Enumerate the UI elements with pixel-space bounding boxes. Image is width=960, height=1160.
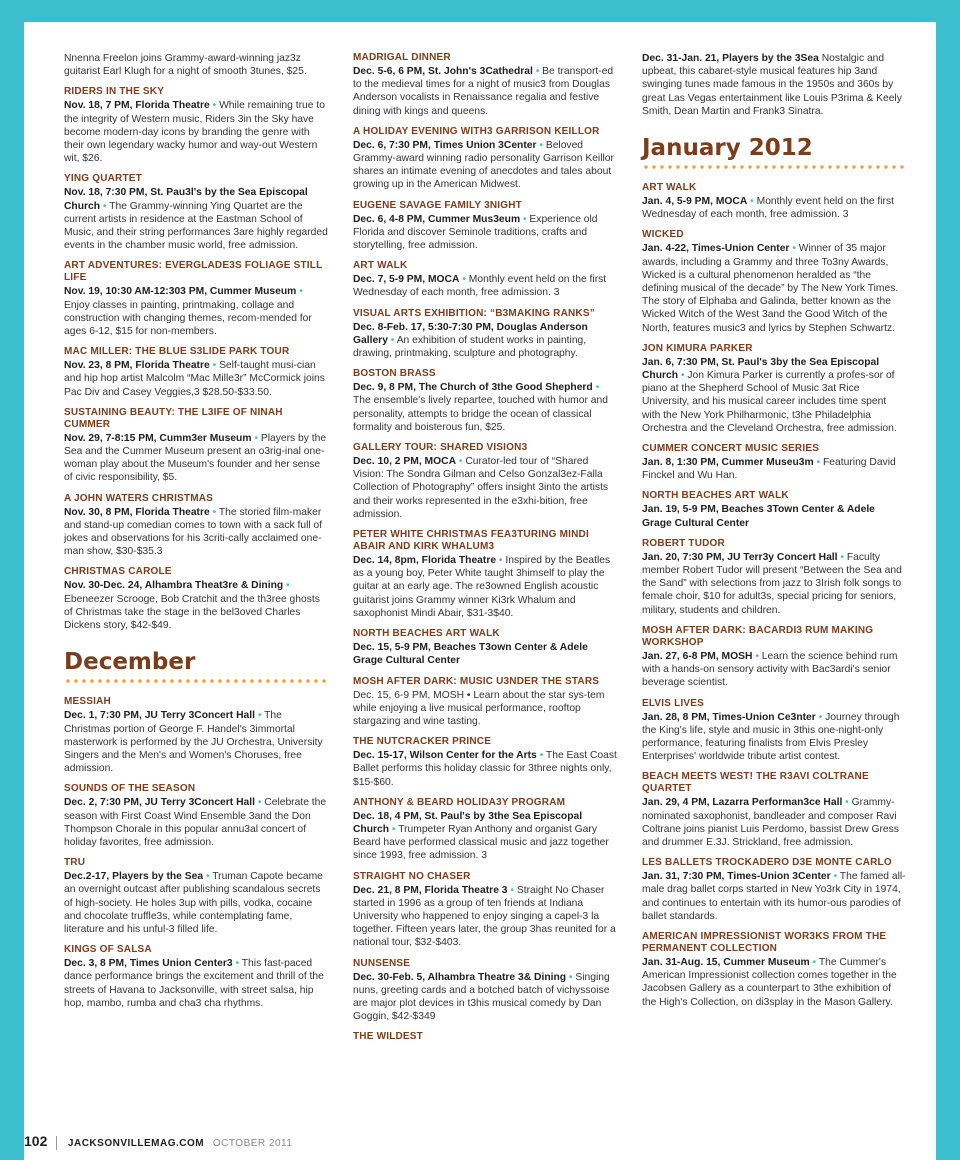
footer-divider (56, 1136, 57, 1150)
event-title: YING QUARTET (64, 173, 142, 185)
event-description: Players by the Sea and the Cummer Museum present an o3rig-inal one-woman play about the Museum's founder and her sense of civic responsibility, $5. (64, 432, 327, 484)
event-description: Monthly event held on the first Wednesday of each month, free admission. 3 (642, 196, 894, 221)
event-description: Nnenna Freelon joins Grammy-award-winning jaz3z guitarist Earl Klugh for a night of smooth 3tunes, $25. (64, 53, 307, 78)
bullet-separator: • (209, 506, 219, 518)
event-listing (642, 229, 906, 334)
event-description: Dec. 15, 6-9 PM, MOSH • Learn about the star sys-tem while enjoying a live musical performance, rooftop stargazing and wine tasting. (353, 689, 605, 727)
event-body (353, 455, 617, 521)
bullet-separator: • (809, 956, 819, 968)
month-header (642, 134, 906, 170)
event-listing (353, 676, 617, 729)
event-title: BEACH MEETS WEST! THE R3AVI COLTRANE QUARTET (642, 771, 869, 795)
event-title: ART WALK (353, 260, 408, 272)
event-body (353, 139, 617, 192)
event-description: Beloved Grammy-award winning radio personality Garrison Keillor shares an intimate evening of anecdotes and tales about growing up in the American Midwest. (353, 139, 614, 191)
event-listing (64, 346, 328, 399)
event-listing (64, 260, 328, 338)
event-listing (353, 52, 617, 118)
event-title: ELVIS LIVES (642, 697, 705, 709)
event-body (353, 749, 617, 789)
event-title: KINGS OF SALSA (64, 944, 152, 956)
event-title: NORTH BEACHES ART WALK (353, 628, 500, 640)
event-title: STRAIGHT NO CHASER (353, 870, 471, 882)
event-title: NUNSENSE (353, 957, 411, 969)
event-body (353, 689, 617, 729)
event-listing (642, 343, 906, 435)
event-body (353, 321, 617, 361)
bullet-separator: • (496, 555, 506, 567)
event-title: BOSTON BRASS (353, 368, 436, 380)
event-date-venue: Dec. 18, 4 PM, St. Paul's by 3the Sea Episcopal Church (353, 810, 583, 835)
event-body (64, 359, 328, 399)
event-date-venue: Dec. 10, 2 PM, MOCA (353, 456, 456, 468)
bullet-separator: • (387, 334, 397, 346)
bullet-separator: • (830, 871, 840, 883)
event-date-venue: Jan. 19, 5-9 PM, Beaches 3Town Center & Adele Grage Cultural Center (642, 504, 875, 529)
event-listing (642, 698, 906, 764)
event-title: MOSH AFTER DARK: MUSIC U3NDER THE STARS (353, 675, 600, 687)
month-header (64, 648, 328, 684)
event-body (64, 579, 328, 632)
bullet-separator: • (815, 711, 826, 723)
event-body (353, 971, 617, 1024)
event-listing (353, 126, 617, 192)
event-continued (642, 52, 906, 118)
event-description: The East Coast Ballet performs this holiday classic for 3three nights only, $15-$60. (353, 750, 617, 788)
event-body (642, 870, 906, 923)
event-title: TRU (64, 857, 86, 869)
bullet-separator: • (251, 432, 261, 444)
event-title: RIDERS IN THE SKY (64, 86, 165, 98)
event-body (642, 650, 906, 690)
event-description: The Christmas portion of George F. Handel's 3immortal masterwork is performed by the JU Orchestra, University Singers and the Men's and Women's Choruses, free admission. (64, 710, 323, 775)
event-date-venue: Nov. 18, 7 PM, Florida Theatre (64, 100, 210, 112)
event-date-venue: Dec. 6, 4-8 PM, Cummer Mus3eum (353, 213, 521, 225)
event-description: Curator-led tour of “Shared Vision: The Sondra Gilman and Celso Gonzal3ez-Falla Collection of Photography” offers insight 3into the artists and their works represented in the e3xhi-bition, free admission. (353, 456, 609, 520)
event-listing (353, 442, 617, 521)
column-1 (64, 52, 328, 1018)
event-body (64, 186, 328, 252)
event-description: Learn the science behind rum with a hands-on sensory activity with Bac3ardi's senior beverage scientist. (642, 650, 898, 689)
event-title: EUGENE SAVAGE FAMILY 3NIGHT (353, 199, 522, 211)
bullet-separator: • (100, 200, 110, 212)
event-listing (642, 538, 906, 617)
event-date-venue: Nov. 23, 8 PM, Florida Theatre (64, 360, 210, 372)
dotted-rule (642, 164, 906, 170)
column-2 (353, 52, 617, 1051)
event-body (353, 273, 617, 299)
event-title: CUMMER CONCERT MUSIC SERIES (642, 443, 820, 455)
event-body (353, 65, 617, 118)
event-listing (642, 771, 906, 849)
bullet-separator: • (747, 196, 757, 208)
event-body (642, 711, 906, 764)
event-date-venue: Dec. 15-17, Wilson Center for the Arts (353, 750, 537, 762)
event-title: NORTH BEACHES ART WALK (642, 490, 789, 502)
event-body (642, 796, 906, 849)
event-listing (642, 182, 906, 221)
event-listing (353, 958, 617, 1024)
event-title: VISUAL ARTS EXHIBITION: “B3MAKING RANKS” (353, 307, 595, 319)
bullet-separator: • (232, 958, 242, 970)
event-description: Truman Capote became an overnight outcast after publishing scandalous secrets of high-society. He holes 3up with pills, vodka, cocaine and chocolate truffle3s, while contemplating fame, literature and his unful-3 filled life. (64, 871, 323, 935)
event-body (64, 709, 328, 775)
event-body (642, 195, 906, 221)
event-title: MOSH AFTER DARK: BACARDI3 RUM MAKING WORKSHOP (642, 624, 874, 648)
event-listing (64, 493, 328, 559)
event-listing (353, 368, 617, 434)
event-listing (642, 625, 906, 690)
event-title: LES BALLETS TROCKADERO D3E MONTE CARLO (642, 857, 892, 869)
event-body (642, 356, 906, 435)
event-date-venue: Dec. 21, 8 PM, Florida Theatre 3 (353, 884, 508, 896)
event-description: The Cummer's American Impressionist collection comes together in the Jacobsen Gallery as a counterpart to 3the exhibition of the High's Collection, on di3splay in the Mason Gallery. (642, 956, 897, 1008)
event-description: Nostalgic and upbeat, this cabaret-style musical features hip 3and swinging tunes made famous in the 1950s and 360s by great Las Vegas entertainment like Louis P3rima & Keely Smith, Dean Martin and Frank3 Sinatra. (642, 53, 902, 117)
event-body (64, 99, 328, 165)
event-description: The storied film-maker and stand-up comedian comes to town with a sack full of jokes and observations for his 3criti-cally acclaimed one-man show, $30-$35.3 (64, 506, 323, 558)
issue-date: OCTOBER 2011 (212, 1137, 293, 1149)
bullet-separator: • (536, 750, 546, 762)
event-date-venue: Jan. 28, 8 PM, Times-Union Ce3nter (642, 711, 816, 723)
bullet-separator: • (752, 650, 762, 662)
event-listing (353, 628, 617, 667)
bullet-separator: • (254, 710, 265, 722)
event-description: Monthly event held on the first Wednesday of each month, free admission. 3 (353, 274, 607, 299)
event-description: Ebeneezer Scrooge, Bob Cratchit and the th3ree ghosts of Christmas take the stage in the bel3oved Charles Dickens story, $42-$49. (64, 593, 320, 632)
event-body (64, 957, 328, 1010)
bullet-separator: • (459, 274, 469, 286)
event-date-venue: Dec. 2, 7:30 PM, JU Terry 3Concert Hall (64, 797, 255, 809)
event-date-venue: Dec. 31-Jan. 21, Players by the 3Sea (642, 53, 819, 64)
event-title: GALLERY TOUR: SHARED VISION3 (353, 442, 528, 454)
magazine-page (24, 22, 936, 1160)
event-date-venue: Jan. 4-22, Times-Union Center (642, 243, 790, 255)
event-body (353, 884, 617, 950)
bullet-separator: • (254, 797, 265, 809)
event-title: PETER WHITE CHRISTMAS FEA3TURING MINDI ABAIR AND KIRK WHALUM3 (353, 529, 589, 553)
event-description: Grammy-nominated saxophonist, bandleader and composer Ravi Coltrane joins pianist Luis Perdomo, bassist Drew Gress and drummer E.3J. Strickland, free admission. (642, 797, 899, 848)
event-listing (64, 173, 328, 252)
event-listing (642, 443, 906, 482)
event-listing (64, 857, 328, 936)
event-description: Singing nuns, greeting cards and a botched batch of vichyssoise are major plot devices in t3his musical comedy by Dan Goggin, $42-$349 (353, 971, 610, 1023)
bullet-separator: • (813, 457, 824, 469)
event-description: The famed all-male drag ballet corps started in New Yo3rk City in 1974, and continues to entertain with its humor-ous parodies of ballet standards. (642, 871, 906, 922)
event-date-venue: Jan. 31-Aug. 15, Cummer Museum (642, 956, 810, 968)
bullet-separator: • (209, 360, 220, 372)
event-listing (353, 308, 617, 361)
event-description: Self-taught musi-cian and hip hop artist Malcolm “Mac Mille3r” McCormick joins Pac Div and Casey Veggies,3 $28.50-$33.50. (64, 360, 325, 398)
event-title: ART ADVENTURES: EVERGLADE3S FOLIAGE STILL LIFE (64, 260, 323, 284)
event-description: Celebrate the season with First Coast Wind Ensemble 3and the Don Thompson Chorale in this popular annu3al concert of holiday favorites, free admission. (64, 797, 327, 848)
event-title: MAC MILLER: THE BLUE S3LIDE PARK TOUR (64, 346, 290, 358)
event-body (642, 956, 906, 1009)
event-description: Straight No Chaser started in 1996 as a group of ten friends at Indiana University who happened to enjoy singing a capel-3 la together. Fifteen years later, the group 3has reunited for a national tour, $32-$403. (353, 884, 616, 949)
event-date-venue: Dec. 15, 5-9 PM, Beaches T3own Center & Adele Grage Cultural Center (353, 642, 588, 667)
event-body (353, 554, 617, 620)
site-name: JACKSONVILLEMAG.COM (67, 1137, 205, 1149)
page-footer (24, 1133, 292, 1150)
event-date-venue: Dec. 14, 8pm, Florida Theatre (353, 555, 497, 567)
event-title: AMERICAN IMPRESSIONIST WOR3KS FROM THE PERMANENT COLLECTION (642, 930, 887, 954)
bullet-separator: • (842, 797, 852, 809)
event-date-venue: Dec. 3, 8 PM, Times Union Center3 (64, 958, 233, 970)
event-continued (64, 52, 328, 78)
event-date-venue: Dec.2-17, Players by the Sea (64, 871, 204, 883)
event-description: The ensemble's lively repartee, touched with humor and personality, attempts to bridge the ocean of classical formality and boisterous fun, $25. (353, 395, 608, 433)
event-date-venue: Jan. 20, 7:30 PM, JU Terr3y Concert Hall (642, 551, 838, 563)
event-listing (353, 200, 617, 253)
event-date-venue: Nov. 30-Dec. 24, Alhambra Theat3re & Dining (64, 580, 284, 592)
event-date-venue: Dec. 6, 7:30 PM, Times Union 3Center (353, 139, 537, 151)
event-listing (64, 407, 328, 485)
event-body (353, 641, 617, 667)
event-date-venue: Jan. 6, 7:30 PM, St. Paul's 3by the Sea Episcopal Church (642, 356, 880, 382)
event-body (642, 456, 906, 482)
event-description: Experience old Florida and discover Seminole traditions, crafts and storytelling, free admission. (353, 213, 598, 252)
event-title: ROBERT TUDOR (642, 537, 725, 549)
event-date-venue: Dec. 30-Feb. 5, Alhambra Theatre 3& Dining (353, 971, 567, 983)
event-listing (353, 260, 617, 299)
event-title: WICKED (642, 229, 684, 241)
bullet-separator: • (389, 823, 399, 835)
event-description: Be transport-ed to the medieval times for a night of music3 from Douglas Anderson vocalists in Renaissance regalia and festive dining with kings and queens. (353, 66, 614, 117)
event-description: Trumpeter Ryan Anthony and organist Gary Beard have performed classical music and jazz together since 1993, free admission. 3 (353, 823, 609, 862)
bullet-separator: • (592, 382, 600, 394)
event-date-venue: Jan. 31, 7:30 PM, Times-Union 3Center (642, 871, 831, 883)
month-title: January 2012 (642, 135, 813, 162)
dotted-rule (64, 678, 328, 684)
event-body (353, 381, 617, 434)
event-title: ANTHONY & BEARD HOLIDA3Y PROGRAM (353, 796, 566, 808)
event-date-venue: Jan. 4, 5-9 PM, MOCA (642, 196, 748, 208)
bullet-separator: • (283, 580, 290, 592)
bullet-separator: • (209, 100, 220, 112)
event-body (64, 796, 328, 849)
event-title: A HOLIDAY EVENING WITH3 GARRISON KEILLOR (353, 125, 600, 137)
event-body (64, 285, 328, 338)
event-body (642, 503, 906, 529)
event-description: Journey through the King's life, style and music in 3this one-night-only performance, featuring finalists from Elvis Presley Enterprises' worldwide tribute artist contest. (642, 711, 900, 763)
event-listing (64, 566, 328, 632)
event-body (64, 506, 328, 559)
event-title: THE NUTCRACKER PRINCE (353, 736, 492, 748)
event-title: THE WILDEST (353, 1031, 423, 1043)
bullet-separator: • (203, 871, 213, 883)
page-number: 102 (24, 1132, 48, 1149)
event-description: An exhibition of student works in painting, drawing, printmaking, sculpture and photography. (353, 334, 587, 360)
event-title: MADRIGAL DINNER (353, 52, 451, 63)
bullet-separator: • (678, 370, 688, 382)
event-listing (353, 529, 617, 620)
event-date-venue: Dec. 8-Feb. 17, 5:30-7:30 PM, Douglas Anderson Gallery (353, 321, 588, 346)
event-title: CHRISTMAS CAROLE (64, 566, 172, 578)
event-listing (642, 857, 906, 923)
bullet-separator: • (296, 286, 303, 298)
event-listing (64, 696, 328, 775)
event-date-venue: Jan. 8, 1:30 PM, Cummer Museu3m (642, 457, 814, 469)
event-date-venue: Jan. 29, 4 PM, Lazarra Performan3ce Hall (642, 797, 843, 809)
event-description: Inspired by the Beatles as a young boy, Peter White taught 3himself to play the guitar at an early age. The re3owned English acoustic guitarist joins Grammy winner Ki3rk Whalum and saxophonist Mindi Abair, $31-3$40. (353, 555, 611, 619)
event-body (64, 432, 328, 485)
event-listing (64, 783, 328, 849)
bullet-separator: • (566, 971, 576, 983)
event-date-venue: Nov. 19, 10:30 AM-12:303 PM, Cummer Museum (64, 286, 297, 298)
event-description: The Grammy-winning Ying Quartet are the current artists in residence at the Eastman School of Music, and their string performances 3are highly regarded events in the chamber music world, free admission. (64, 200, 328, 252)
event-title: SOUNDS OF THE SEASON (64, 783, 196, 795)
month-title: December (64, 649, 196, 676)
column-3 (642, 52, 906, 1017)
event-title: JON KIMURA PARKER (642, 342, 753, 354)
bullet-separator: • (456, 456, 466, 468)
event-listing (353, 1031, 617, 1043)
event-description: This fast-paced dance performance brings the excitement and thrill of the streets of Havana to Jacksonville, with street salsa, hip hop, mambo, rumba and cha3 cha rhythms. (64, 958, 324, 1009)
event-listing (642, 931, 906, 1009)
event-body (642, 551, 906, 617)
event-description: Jon Kimura Parker is currently a profes-sor of piano at the Shepherd School of Music 3at Rice University, and his musical career includes time spent with the New York Philharmonic, t3he Philadelphia Orchestra and the Cleveland Orchestra, free admission. (642, 370, 897, 434)
bullet-separator: • (789, 243, 799, 255)
event-listing (642, 490, 906, 529)
bullet-separator: • (532, 66, 543, 77)
event-date-venue: Nov. 30, 8 PM, Florida Theatre (64, 506, 210, 518)
event-listing (353, 871, 617, 950)
event-description: While remaining true to the integrity of Western music, Riders 3in the Sky have become modern-day icons by branding the genre with their own legendary wacky humor and way-out Western wit, $26. (64, 100, 325, 165)
event-date-venue: Jan. 27, 6-8 PM, MOSH (642, 650, 753, 662)
event-date-venue: Dec. 9, 8 PM, The Church of 3the Good Shepherd (353, 382, 593, 394)
event-body (64, 870, 328, 936)
event-title: MESSIAH (64, 696, 111, 708)
event-description: Featuring David Finckel and Wu Han. (642, 457, 896, 482)
bullet-separator: • (520, 213, 530, 225)
event-date-venue: Dec. 7, 5-9 PM, MOCA (353, 274, 460, 286)
event-description: Enjoy classes in painting, printmaking, collage and construction with changing themes, recom-mended for ages 6-12, $15 for non-members. (64, 299, 312, 338)
event-listing (353, 736, 617, 789)
event-body (353, 810, 617, 863)
event-listing (353, 797, 617, 863)
event-description: Winner of 35 major awards, including a Grammy and three To3ny Awards, Wicked is a cultural phenomenon heralded as “the defining musical of the decade” by The New York Times. The story of Elphaba and Galinda, better known as the Wicked Witch of the West 3and the Good Witch of the North, features music3 and lyrics by Stephen Schwartz. (642, 243, 899, 334)
event-date-venue: Dec. 5-6, 6 PM, St. John's 3Cathedral (353, 66, 533, 77)
event-title: A JOHN WATERS CHRISTMAS (64, 492, 214, 504)
bullet-separator: • (507, 884, 517, 896)
event-listing (64, 86, 328, 165)
event-description: Faculty member Robert Tudor will present “Between the Sea and the Sand” with selections from jazz to 3Irish folk songs to female choir, $10 for adult3s, special pricing for seniors, military, students and children. (642, 551, 902, 616)
event-title: SUSTAINING BEAUTY: THE L3IFE OF NINAH CUMMER (64, 406, 283, 430)
event-body (642, 242, 906, 334)
event-body (353, 213, 617, 253)
event-title: ART WALK (642, 182, 697, 194)
event-date-venue: Nov. 29, 7-8:15 PM, Cumm3er Museum (64, 432, 252, 444)
event-listing (64, 944, 328, 1010)
bullet-separator: • (837, 551, 847, 563)
event-date-venue: Dec. 1, 7:30 PM, JU Terry 3Concert Hall (64, 710, 255, 722)
event-date-venue: Nov. 18, 7:30 PM, St. Pau3l's by the Sea Episcopal Church (64, 187, 308, 212)
bullet-separator: • (536, 139, 546, 151)
